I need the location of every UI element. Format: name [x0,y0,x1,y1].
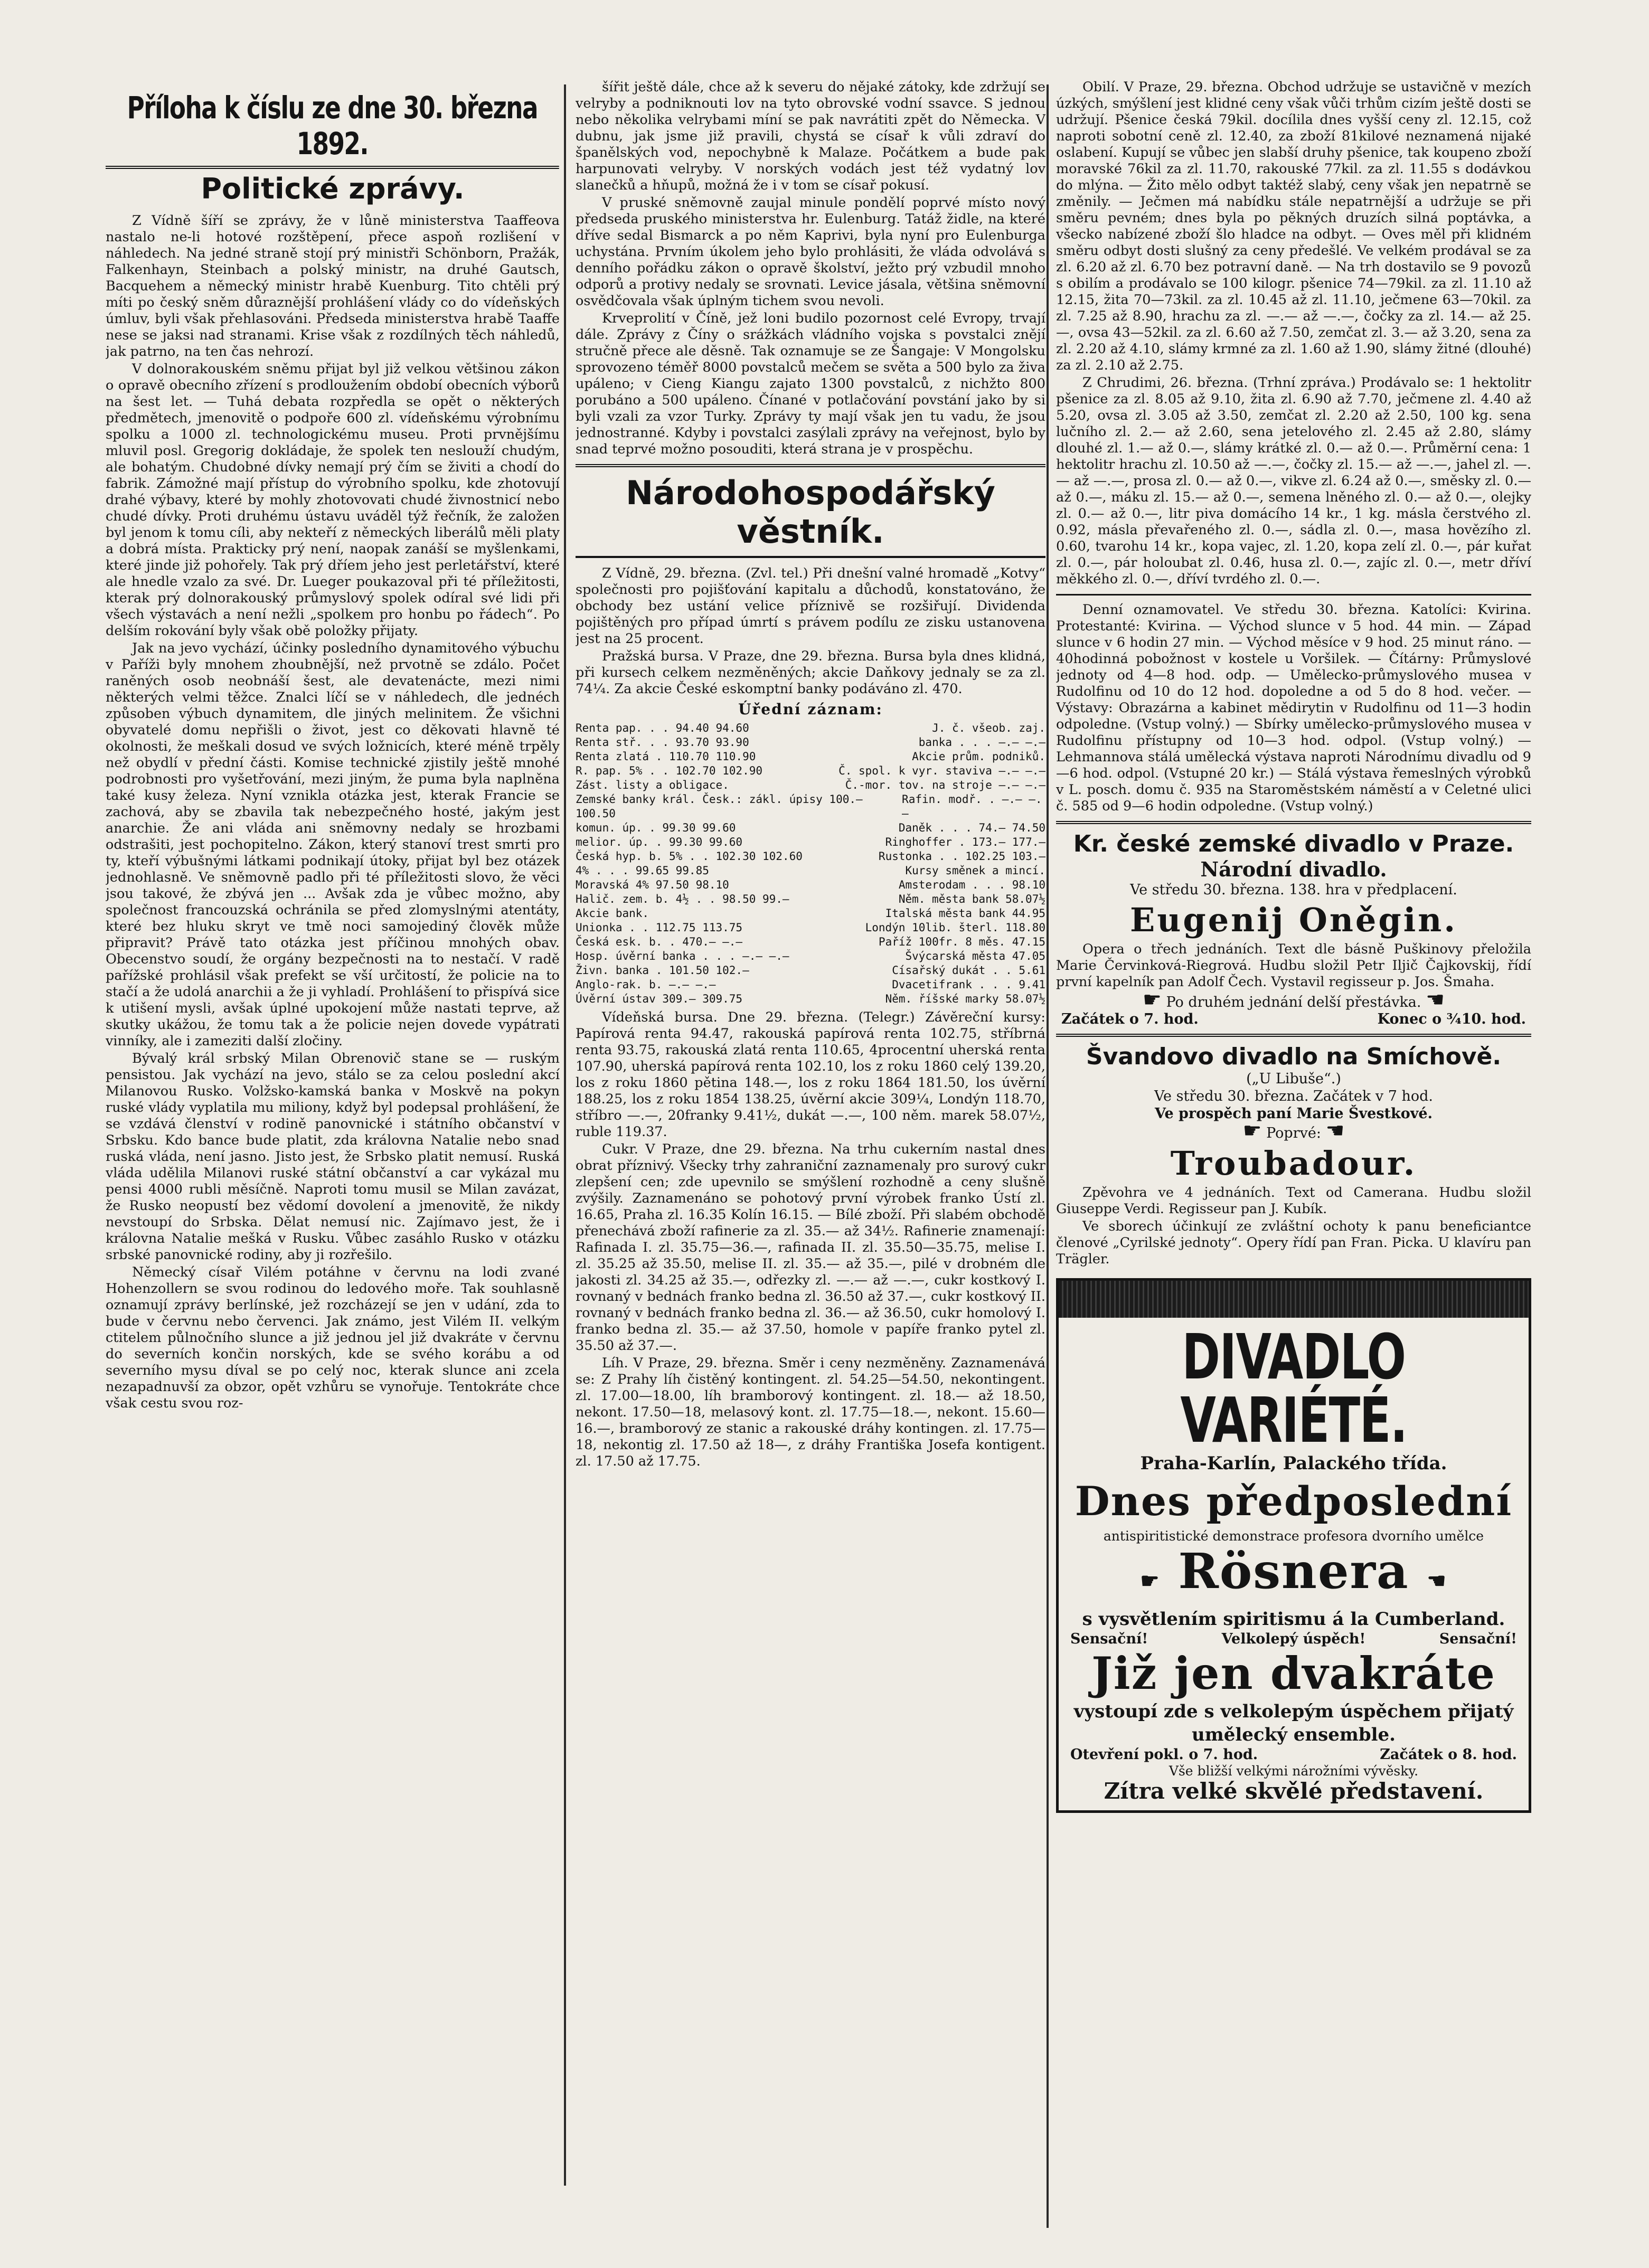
column-divider [564,84,566,2186]
table-cell: Hosp. úvěrní banka . . . —.— —.— [576,950,789,962]
ad-times [1065,1746,1522,1763]
pointing-hand-icon: ☛ [1242,1119,1262,1143]
premiere-text: Poprvé: [1266,1125,1321,1141]
divider [1056,1034,1531,1037]
table-cell: Akcie prům. podniků. [912,750,1045,763]
ad-line: antispiritistické demonstrace profesora dvorního umělce [1103,1528,1484,1544]
table-cell: Akcie bank. [576,907,649,920]
table-row [576,721,1045,735]
table-row [576,764,1045,778]
table-cell: R. pap. 5% . . 102.70 102.90 [576,764,763,777]
table-row [576,864,1045,878]
start-time: Začátek o 7. hod. [1061,1011,1199,1027]
theatre-description: Zpěvohra ve 4 jednáních. Text od Camerana. Hudbu složil Giuseppe Verdi. Regisseur pan J. Kubík. [1056,1185,1531,1217]
pointing-hand-icon: ☛ [1140,1568,1161,1593]
table-cell: J. č. všeob. zaj. [932,722,1045,734]
column-divider [1047,84,1049,2228]
pointing-hand-icon: ☚ [1427,1568,1447,1593]
table-cell: Renta pap. . . 94.40 94.60 [576,722,749,734]
table-cell: Česká hyp. b. 5% . . 102.30 102.60 [576,850,803,863]
divider [1056,821,1531,824]
table-cell: Renta stř. . . 93.70 93.90 [576,736,749,749]
column-markets-theatre [1056,79,1531,2223]
article-paragraph: Německý císař Vilém potáhne v červnu na lodi zvané Hohenzollern se svou rodinou do ledového moře. Tak souhlasně oznamují zprávy berlínské, jež rozcházejí se jen v udání, zda to bude v červnu nebo červenci. Jak známo, jest Vilém II. velkým ctitelem půlnočního slunce a již jednou jel již dvakráte v červnu do severních končin norských, kde se svého korábu a od severního mysu díval se po celý noc, kterak slunce ani zcela nezapadnuvší za obzor, opět vzhůru se vynořuje. Tentokráte chce však cestu svou roz- [106,1264,560,1411]
table-cell: Amsterodam . . . 98.10 [898,878,1045,891]
section-title-economy: Národohospodářský věstník. [576,474,1045,558]
article-paragraph: V dolnorakouském sněmu přijat byl již velkou většinou zákon o opravě obecního zřízení s prodloužením období obecních výborů na šest let. — Tuhá debata rozpředla se opět o některých předmětech, jmenovitě o podpoře 600 zl. vídeňskému výrobnímu spolku a 1000 zl. technologickému museu. Proti prvnějšímu mluvil posl. Gregorig dokládaje, že spolek ten neslouží chudým, ale bohatým. Chudobné dívky nemají prý čím se živiti a chodí do fabrik. Zámožné mají přístup do výrobního spolku, kde zhotovují drahé výbavy, které by mohly zhotovovati chudé živnostnicí nebo chudé dívky. Proti druhému ústavu uváděl týž řečník, že založen byl jenom k tomu cíli, aby nekteří z německých liberálů měli platy a dobrá místa. Prakticky prý není, naopak zanáší se myšlenkami, které jinde již pohořely. Tak prý dříem jeho jest perletářství, které ale hnedle vzalo za své. Dr. Lueger poukazoval při té příležitosti, kterak prý dolnorakouský průmyslový spolek odíral své lidi při všech výstavách a není nežli „spolkem pro honbu po řádech“. Po delším rokování byly však obě položky přijaty. [106,361,560,639]
intermission-text: Po druhém jednání delší přestávka. [1166,994,1421,1010]
table-cell: Rafin. modř. . —.— —.— [902,793,1042,820]
table-cell: Italská města bank 44.95 [885,907,1045,920]
table-row [576,978,1045,992]
table-cell: Dvacetifrank . . . 9.41 [892,978,1045,991]
theatre-listing-svanda [1056,1043,1531,1268]
table-cell: Zást. listy a obligace. [576,779,729,791]
article-paragraph: Obilí. V Praze, 29. března. Obchod udržuje se ustavičně v mezích úzkých, smýšlení jest klidné ceny však vůči trhům cizím ještě dosti se udržují. Pšenice česká 79kil. docílila dnes vyšší ceny zl. 12.15, což naproti sobotní ceně zl. 12.40, za zboží 81kilové neznamená nijaké oslabení. Kupují se vůbec jen slabší druhy pšenice, tak koupeno zboží moravské 76kil za zl. 11.70, rakouské 77kil. za zl. 11.55 s dodávkou do mlýna. — Žito mělo odbyt taktéž slabý, ceny však jen nepatrně se změnily. — Ječmen má nabídku stále nepatrnější a udržuje se při směru pevném; dnes byla po pěkných druzích silná poptávka, a všecko nabízené zboží šlo hladce na odbyt. — Oves měl při klidném směru odbyt dosti slušný za ceny předešlé. Ve velkém prodával se za zl. 6.20 až zl. 6.70 bez potravní daně. — Na trh dostavilo se 9 povozů s obilím a prodávalo se 100 kilogr. pšenice 74—79kil. za zl. 11.10 až 12.15, žita 70—73kil. za zl. 10.45 až zl. 11.10, ječmene 63—70kil. za zl. 7.25 až 8.90, hrachu za zl. —.— až —.—, čočky za zl. 14.— až 25.—, ovsa 43—52kil. za zl. 6.60 až 7.50, zemčat zl. 3.— až 3.20, sena za zl. 2.20 až 4.10, slámy krmné za zl. 1.60 až 1.90, slámy žitné (dlouhé) za zl. 2.10 až 2.75. [1056,79,1531,373]
theatre-subheading: („U Libuše“.) [1246,1071,1341,1087]
supplement-title: Příloha k číslu ze dne 30. března 1892. [106,90,559,169]
open-time: Otevření pokl. o 7. hod. [1070,1746,1258,1763]
article-paragraph: Denní oznamovatel. Ve středu 30. března. Katolíci: Kvirina. Protestanté: Kvirina. — Východ slunce v 5 hod. 44 min. — Západ slunce v 6 hodin 27 min. — Východ měsíce v 9 hod. 25 minut ráno. — 40hodinná pobožnost v kostele u Voršilek. — Čítárny: Průmyslové jednoty od 4—8 hod. odp. — Umělecko-průmyslového musea v Rudolfinu od 10 do 12 hod. dopoledne a od 5 do 8 hod. večer. — Výstavy: Obrazárna a kabinet mědirytin v Rudolfinu od 11—3 hodin odpoledne. (Vstup volný.) — Sbírky umělecko-průmyslového musea v Rudolfinu přístupny od 10—3 hod. odpol. (Vstup volný.) — Lehmannova stálá umělecká výstava naproti Národnímu divadlu od 9—6 hod. odpol. (Vstupné 20 kr.) — Stálá výstava řemeslných výrobků v L. posch. domu č. 935 na Staroměstském náměstí a v Celetné ulici č. 585 od 9—6 hodin odpoledne. (Vstup volný.) [1056,602,1531,814]
table-title: Úřední záznam: [738,701,883,718]
theatre-listing-national [1056,830,1531,1027]
theatre-subheading: Národní divadlo. [1200,857,1387,881]
table-cell: Anglo-rak. b. —.— —.— [576,978,716,991]
theatre-heading: Švandovo divadlo na Smíchově. [1086,1043,1502,1070]
article-paragraph: Líh. V Praze, 29. března. Směr i ceny nezměněny. Zaznamenává se: Z Prahy líh čistěný kontingent. zl. 54.25—54.50, nekontingent. zl. 17.00—18.00, líh bramborový kontingent. zl. 18.— až 18.50, nekont. 17.50—18, melasový kont. zl. 17.75—18.—, nekont. 15.60—16.—, bramborový ze stanic a rakouské dráhy kontingen. zl. 17.75—18, nekontig zl. 17.50 až 18—, z dráhy Františka Josefa kontigent. zl. 17.50 až 17.75. [576,1355,1045,1469]
table-row [576,878,1045,892]
ad-performer-name [1065,1545,1522,1608]
table-cell: Renta zlatá . 110.70 110.90 [576,750,756,763]
article-paragraph: Bývalý král srbský Milan Obrenovič stane se — ruským pensistou. Jak vychází na jevo, stálo se za celou poslední akcí Milanovou Rusko. Volžsko-kamská banka v Moskvě na pokyn ruské vlády vyplatila mu miliony, když byl podepsal prohlášení, že se vzdává členství v rodině panovnické i státního občanství v Srbsku. Kdo bance bude platit, zda královna Natalie nebo snad ruská vláda, není jasno. Jisto jest, že Srbsko platit nemusí. Ruská vláda udělila Milanovi ruské státní občanství a car vykázal mu pensi 4000 rubli měsíčně. Naproti tomu musil se Milan zavázat, že Rusko neopustí bez vědomí dovolení a jmenovitě, že nikdy nevstoupí do Srbska. Dělat nemusí nic. Zajímavo jest, že i královna Natalie mešká v Rusku. Vůbec zasáhlo Rusko v otázku srbské panovnické rodiny, aby ji rozřešilo. [106,1051,560,1263]
pointing-hand-icon: ☚ [1325,1119,1345,1143]
acclaim-text: Sensační! [1439,1631,1517,1647]
article-paragraph: Pražská bursa. V Praze, dne 29. března. Bursa byla dnes klidná, při kursech celkem nezměněných; akcie Daňkovy jednaly se za zl. 74¼. Za akcie České eskomptní banky podáváno zl. 470. [576,648,1045,697]
theatre-premiere [1056,1119,1531,1143]
table-cell: Moravská 4% 97.50 98.10 [576,878,729,891]
table-cell: Kursy směnek a mincí. [905,864,1045,877]
table-cell: melior. úp. . 99.30 99.60 [576,836,743,848]
article-paragraph: Vídeňská bursa. Dne 29. března. (Telegr.) Závěreční kursy: Papírová renta 94.47, rakouská papírová renta 102.75, stříbrná renta 93.75, rakouská zlatá renta 110.65, 4procentní uherská renta 107.90, uherská papírová renta 102.10, los z roku 1860 celý 139.20, los z roku 1860 pětina 148.—, los z roku 1864 181.50, los úvěrní 188.25, los z roku 1854 138.25, úvěrní akcie 309¼, Londýn 118.70, stříbro —.—, 20franky 9.41½, dukát —.—, 100 něm. marek 58.07½, ruble 119.37. [576,1009,1045,1140]
table-row [576,750,1045,764]
article-paragraph: Jak na jevo vychází, účinky posledního dynamitového výbuchu v Paříži byly mnohem zhoubnější, než prvotně se zdálo. Počet raněných osob neobnáší šest, ale devatenácte, mezi nimi některých velmi těžce. Znalci líčí se v náhledech, dle jednéch způsoben výbuch dynamitem, dle jiných melinitem. Že všichni obyvatelé domu nepřišli o život, jest co děkovati hlavně té okolnosti, že meškali dosud ve svých ložnicích, které méně trpěly než obydlí v přední části. Komise technické zjistily ještě mnohé podrobnosti pro vyšetřování, mezi jiným, že puma byla naplněna také kusy železa. Nyní vznikla otázka jest, kterak Francie se zachová, aby se zbavila tak nebezpečného hosté, jakým jest anarchie. Že ani vláda ani sněmovny nedaly se hrozbami odstrašiti, jest pochopitelno. Zákon, který stanoví trest smrti pro ty, kteří výbušnými látkami podnikají útoky, přijat byl bez otázek jednohlasně. Ve sněmovně padlo při té příležitosti slovo, že věci jsou takové, že zbývá jen ... Avšak zda je vůbec možno, aby společnost francouzská ochránila se před zlomyslnými atentáty, které bez hluku skryt ve tmě noci samojediný člověk může připravit? Právě tato otázka jest příčinou mnohých obav. Obecenstvo soudí, že orgány bezpečnosti na to nestačí. V radě pařížské prohlásil však prefekt se vší určitostí, že policie na to stačí a že udolá anarchii a že ji vyhladí. Prohlášení to přispívá sice k utišení mysli, avšak úplné upokojení může nastati teprve, až skutky ukážou, že tomu tak a že policie nejen dovede vypátrati vinníky, ale i zameziti další zločiny. [106,640,560,1049]
article-paragraph: Krveprolití v Číně, jež loni budilo pozornost celé Evropy, trvají dále. Zprávy z Číny o srážkách vládního vojska s povstalci znějí stručně přece ale děsně. Tak oznamuje se ze Šangaje: V Mongolsku sprovozeno téměř 8000 povstalců mečem se světa a 500 bylo za živa upáleno; v Cieng Kiangu zajato 1300 povstalců, z nichžto 800 porubáno a 500 upáleno. Čínané v potlačování povstání jako by si byli vzali za vzor Turky. Zprávy ty mají však jen tu vadu, že jsou jednostranné. Kdyby i povstalci zasýlali zprávy na veřejnost, bylo by snad teprvé možno posouditi, která strana je v prospěchu. [576,310,1045,457]
table-cell: banka . . . —.— —.— [918,736,1045,749]
ad-line: Vše bližší velkými nárožními vývěsky. [1169,1763,1419,1779]
table-cell: Něm. města bank 58.07½ [898,893,1045,905]
exchange-table [576,721,1045,1006]
acclaim-text: Sensační! [1070,1631,1148,1647]
article-paragraph: Z Vídně, 29. března. (Zvl. tel.) Při dnešní valné hromadě „Kotvy“ společnosti pro pojišťování kapitalu a důchodů, konstatováno, že obchody bez ustání velice příznivě se rozšiřují. Dividenda pojištěných pro případ úmrtí s právem podílu ze zisku ustanovena jest na 25 procent. [576,565,1045,647]
table-cell: Úvěrní ústav 309.— 309.75 [576,993,743,1005]
ad-title: DIVADLO VARIÉTÉ. [1180,1320,1407,1457]
theatre-intermission [1056,988,1531,1012]
article-paragraph: Z Vídně šíří se zprávy, že v lůně ministerstva Taaffeova nastalo ne-li hotové rozštěpení, přece aspoň rozlišení v náhledech. Na jedné straně stojí prý ministři Schönborn, Pražák, Falkenhayn, Steinbach a polský ministr, na druhé Gautsch, Bacquehem a německý ministr hrabě Kuenburg. Tito chtěli prý míti po český sněm důraznější prohlášení vlády co do vídeňských úmluv, byli však přehlasováni. Předseda ministerstva hrabě Taaffe nese se jaksi nad stranami. Krise však z rozdílných těch náhledů, jak patrno, na ten čas nehrozí. [106,213,560,360]
pointing-hand-icon: ☛ [1143,988,1162,1012]
table-row [576,921,1045,935]
advertisement-variete [1056,1278,1531,1813]
opera-title: Troubadour. [1170,1144,1417,1183]
table-cell: Živn. banka . 101.50 102.— [576,964,749,977]
article-paragraph: Cukr. V Praze, dne 29. března. Na trhu cukerním nastal dnes obrat příznivý. Všecky trhy zahraniční zaznamenaly pro surový cukr zlepšení cen; zde upevnilo se smýšlení rozhodně a ceny slušně zvýšily. Zaznamenáno se pohotový první výrobek franko Ústí zl. 16.65, Praha zl. 16.35 Kolín 16.15. — Bílé zboží. Při slabém obchodě přenechává zboží rafinerie za zl. 35.— až 34½. Rafinerie znamenají: Rafinada I. zl. 35.75—36.—, rafinada II. zl. 35.50—35.75, melise I. zl. 35.25 až 35.50, melise II. zl. 35.— až 35.—, pilé v drobném dle jakosti zl. 34.25 až 35.—, odřezky zl. —.— až —.—, cukr kostkový I. rovnaný v bednách franko bedna zl. 36.50 až 37.—, cukr kostkový II. rovnaný v bednách franko bedna zl. 36.— až 36.50, cukr homolový I. franko bedna zl. 35.— až 37.50, homole v papíře franko pytel zl. 35.50 až 37.—. [576,1141,1045,1354]
table-row [576,949,1045,963]
end-time: Konec o ¾10. hod. [1377,1011,1526,1027]
table-row [576,735,1045,750]
performer-name: Rösnera [1178,1543,1409,1600]
ad-headline: Dnes předposlední [1075,1478,1513,1525]
table-row [576,906,1045,921]
ad-acclaim [1065,1631,1522,1647]
table-cell: Paříž 100fr. 8 měs. 47.15 [878,935,1045,948]
article-paragraph: Z Chrudimi, 26. března. (Trhní zpráva.) Prodávalo se: 1 hektolitr pšenice za zl. 8.05 až 9.10, žita zl. 6.90 až 7.70, ječmene zl. 4.40 až 5.20, ovsa zl. 3.05 až 3.50, zemčat zl. 2.20 až 2.50, 100 kg. sena lučního zl. 2.— až 2.60, sena jetelového zl. 2.45 až 2.80, slámy dlouhé zl. 1.— až 0.—, slámy krátké zl. 0.— až 0.—. Průměrní cena: 1 hektolitr hrachu zl. 10.50 až —.—, čočky zl. 15.— až —.—, jahel zl. —.— až —.—, prosa zl. 0.— až 0.—, vikve zl. 6.24 až 0.—, směsky zl. 0.— až 0.—, máku zl. 15.— až 0.—, semena lněného zl. 0.— až 0.—, olejky zl. 0.— až 0.—, litr piva domácího 14 kr., 1 kg. másla čerstvého zl. 0.92, másla převařeného zl. 0.—, sádla zl. 0.—, masa hovězího zl. 0.60, tvarohu 14 kr., kopa vajec, zl. 1.20, kopa zelí zl. 0.—, pár kuřat zl. 0.—, pár holoubat zl. 0.46, husa zl. 0.—, zajíc zl. 0.—, metr dříví měkkého zl. 0.—, dříví tvrdého zl. 0.—. [1056,375,1531,587]
theatre-description: Ve sborech účinkují ze zvláštní ochoty k panu beneficiantce členové „Cyrilské jednoty“. Opery řídí pan Fran. Picka. U klavíru pan Trägler. [1056,1218,1531,1267]
theatre-date: Ve středu 30. března. 138. hra v předplacení. [1130,882,1457,898]
table-cell: Rustonka . . 102.25 103.— [878,850,1045,863]
table-cell: 4% . . . 99.65 99.85 [576,864,709,877]
table-cell: Něm. říšské marky 58.07½ [885,993,1045,1005]
table-cell: Ringhoffer . 173.— 177.— [885,836,1045,848]
table-cell: Císařský dukát . . 5.61 [892,964,1045,977]
table-cell: Č.-mor. tov. na stroje —.— —.— [845,779,1045,791]
table-row [576,892,1045,906]
table-row [576,935,1045,949]
table-row [576,778,1045,792]
column-politics [106,79,560,2180]
theatre-benefit: Ve prospěch paní Marie Švestkové. [1154,1105,1433,1122]
article-paragraph: šířit ještě dále, chce až k severu do nějaké zátoky, kde zdržují se velryby a podniknouti lov na tyto obrovské vodní ssavce. S jednou nebo několika velrybami míní se pak navrátiti zpět do Německa. V dubnu, jak jsme již pravili, chystá se císař k vůli zdraví do španělských vod, nepochybně k Malaze. Počátkem a bude pak harpunovati velryby. V norských vodách jest též vydatný lov slanečků a hňupů, možná že i v tom se císař pokusí. [576,79,1045,193]
acclaim-text: Velkolepý úspěch! [1221,1631,1366,1647]
table-row [576,992,1045,1006]
theatre-description: Opera o třech jednáních. Text dle básně Puškinovy přeložila Marie Červinková-Riegrová. Hudbu složil Petr Iljič Čajkovskij, řídí první kapelník pan Adolf Čech. Vystavil regisseur p. Jos. Šmaha. [1056,941,1531,990]
ad-line: Zítra velké skvělé představení. [1104,1778,1484,1804]
divider [1056,594,1531,596]
opera-title: Eugenij Oněgin. [1130,901,1457,939]
ad-line: s vysvětlením spiritismu á la Cumberland. [1082,1609,1505,1630]
theatre-date: Ve středu 30. března. Začátek v 7 hod. [1154,1088,1433,1104]
table-cell: komun. úp. . 99.30 99.60 [576,821,736,834]
table-row [576,835,1045,849]
table-cell: Č. spol. k vyr. staviva —.— —.— [838,764,1045,777]
ad-line: vystoupí zde s velkolepým úspěchem přijatý umělecký ensemble. [1073,1701,1514,1745]
theatre-heading: Kr. české zemské divadlo v Praze. [1073,830,1514,857]
table-row [576,849,1045,864]
ad-headline: Již jen dvakráte [1091,1647,1496,1699]
decorative-banner [1059,1281,1529,1318]
table-row [576,792,1045,821]
section-title-politics: Politické zprávy. [201,172,465,205]
table-row [576,963,1045,978]
table-cell: Unionka . . 112.75 113.75 [576,921,743,934]
ad-address: Praha-Karlín, Palackého třída. [1140,1453,1447,1474]
pointing-hand-icon: ☚ [1426,988,1445,1012]
theatre-times [1056,1011,1531,1027]
table-cell: Zemské banky král. Česk.: zákl. úpisy 100.— 100.50 [576,793,863,820]
table-cell: Londýn 10lib. šterl. 118.80 [865,921,1045,934]
table-cell: Švýcarská města 47.05 [905,950,1045,962]
table-row [576,821,1045,835]
article-paragraph: V pruské sněmovně zaujal minule pondělí poprvé místo nový předseda pruského ministerstva hr. Eulenburg. Tatáž židle, na které dříve sedal Bismarck a po něm Kaprivi, byla nyní pro Eulenburga uchystána. Prvním úkolem jeho bylo prohlásiti, že vláda odvolává s denního pořádku zákon o opravě školství, ježto prý vzbudil mnoho odporů a protivy nedaly se srovnati. Levice jásala, většina sněmovní osvědčovala však úplným tichem svou nevoli. [576,195,1045,309]
start-time: Začátek o 8. hod. [1380,1746,1517,1763]
divider [576,464,1045,467]
table-cell: Daněk . . . 74.— 74.50 [898,821,1045,834]
table-cell: Česká esk. b. . 470.— —.— [576,935,743,948]
column-economy [576,79,1045,2201]
table-cell: Halič. zem. b. 4½ . . 98.50 99.— [576,893,789,905]
